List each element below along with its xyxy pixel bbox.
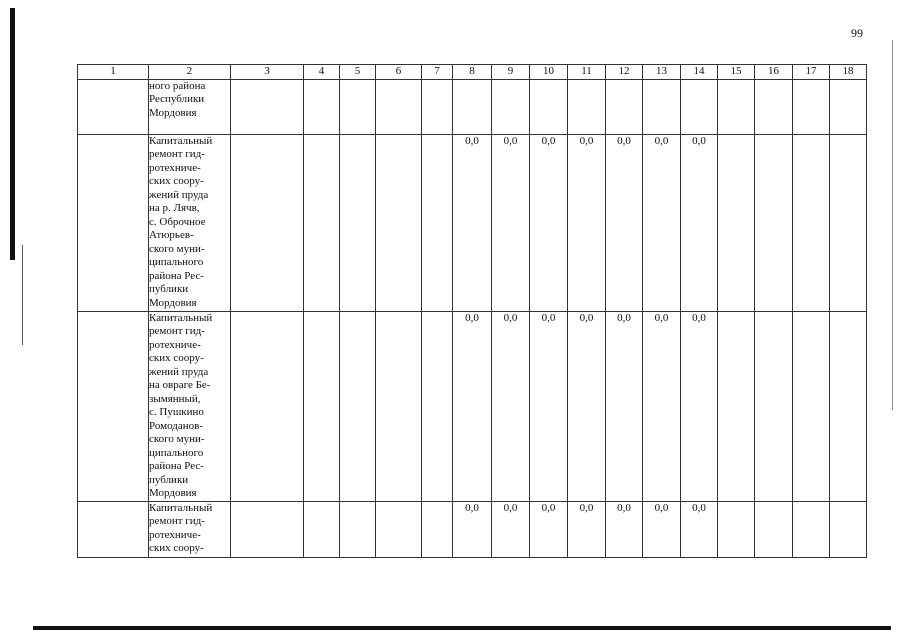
value-cell: 0,0: [606, 134, 643, 311]
table-row: [78, 311, 867, 501]
value-cell: 0,0: [681, 134, 718, 311]
description-cell: [149, 501, 231, 557]
scan-bottom-bar: [33, 626, 891, 630]
column-number-cell: 17: [793, 65, 830, 80]
empty-cell: [422, 79, 453, 134]
column-number-cell: 13: [643, 65, 681, 80]
empty-cell: [755, 134, 793, 311]
value-cell: 0,0: [453, 134, 492, 311]
table-row: [78, 134, 867, 311]
page-number: 99: [851, 26, 863, 40]
empty-cell: [376, 79, 422, 134]
column-number-cell: 16: [755, 65, 793, 80]
description-line: ремонт гид-: [149, 148, 205, 160]
description-line: на р. Лячв,: [149, 202, 200, 214]
description-line: Атюрьев-: [149, 229, 194, 241]
empty-cell: [422, 134, 453, 311]
value-cell: 0,0: [492, 134, 530, 311]
description-line: Мордовия: [149, 106, 197, 119]
empty-cell: [830, 134, 867, 311]
column-number-cell: 4: [304, 65, 340, 80]
column-number-cell: 12: [606, 65, 643, 80]
description-line: района Рес-: [149, 460, 204, 472]
empty-cell: [718, 79, 755, 134]
empty-cell: [231, 311, 304, 501]
description-cell: [149, 79, 231, 134]
value-cell: 0,0: [530, 311, 568, 501]
description-line: ципального: [149, 446, 204, 459]
empty-cell: [231, 134, 304, 311]
description-line: на овраге Бе-: [149, 379, 211, 391]
description-line: Республики: [149, 93, 205, 105]
empty-cell: [304, 501, 340, 557]
value-cell: 0,0: [606, 311, 643, 501]
description-line: Ромоданов-: [149, 419, 204, 432]
description-line: ротехниче-: [149, 161, 201, 174]
description-line: жений пруда: [149, 365, 209, 378]
empty-cell: [304, 134, 340, 311]
column-number-cell: 18: [830, 65, 867, 80]
description-line: ского муни-: [149, 433, 205, 445]
empty-cell: [718, 134, 755, 311]
description-line: ских соору-: [149, 352, 204, 364]
description-line: Капитальный: [149, 501, 213, 514]
empty-cell: [793, 501, 830, 557]
description-cell: [149, 134, 231, 311]
description-cell: [149, 311, 231, 501]
description-line: публики: [149, 473, 189, 486]
empty-cell: [718, 501, 755, 557]
table-row: [78, 79, 867, 134]
value-cell: 0,0: [643, 134, 681, 311]
column-number-cell: 3: [231, 65, 304, 80]
value-cell: 0,0: [681, 311, 718, 501]
value-cell: [681, 79, 718, 134]
column-number-cell: 1: [78, 65, 149, 80]
value-cell: [453, 79, 492, 134]
empty-cell: [422, 501, 453, 557]
description-line: ских соору-: [149, 175, 204, 187]
value-cell: [643, 79, 681, 134]
column-number-cell: 10: [530, 65, 568, 80]
empty-cell: [793, 79, 830, 134]
empty-cell: [755, 311, 793, 501]
empty-cell: [376, 134, 422, 311]
empty-cell: [231, 501, 304, 557]
scan-edge-line: [22, 245, 23, 345]
empty-cell: [755, 501, 793, 557]
empty-cell: [340, 134, 376, 311]
data-table: [77, 64, 867, 558]
description-line: с. Оброчное: [149, 215, 206, 228]
empty-cell: [830, 79, 867, 134]
value-cell: [568, 79, 606, 134]
value-cell: 0,0: [492, 311, 530, 501]
description-line: ремонт гид-: [149, 515, 205, 527]
empty-cell: [340, 79, 376, 134]
empty-cell: [755, 79, 793, 134]
value-cell: 0,0: [530, 501, 568, 557]
column-number-cell: 9: [492, 65, 530, 80]
description-line: Капитальный: [149, 134, 213, 147]
description-line: ротехниче-: [149, 528, 201, 541]
value-cell: [530, 79, 568, 134]
value-cell: 0,0: [643, 311, 681, 501]
value-cell: 0,0: [681, 501, 718, 557]
table-row: [78, 501, 867, 557]
description-line: ротехниче-: [149, 338, 201, 351]
description-line: публики: [149, 283, 189, 295]
value-cell: 0,0: [568, 501, 606, 557]
column-number-cell: 6: [376, 65, 422, 80]
empty-cell: [304, 311, 340, 501]
row-number-cell: [78, 501, 149, 557]
value-cell: 0,0: [530, 134, 568, 311]
description-line: жений пруда: [149, 188, 209, 201]
description-line: ремонт гид-: [149, 325, 205, 337]
description-line: ного района: [149, 79, 206, 92]
description-line: с. Пушкино: [149, 406, 204, 418]
empty-cell: [830, 501, 867, 557]
description-line: ских соору-: [149, 542, 204, 554]
column-number-cell: 5: [340, 65, 376, 80]
value-cell: 0,0: [453, 311, 492, 501]
empty-cell: [376, 311, 422, 501]
description-line: зымянный,: [149, 392, 201, 405]
column-number-cell: 8: [453, 65, 492, 80]
description-line: ципального: [149, 256, 204, 268]
row-number-cell: [78, 79, 149, 134]
row-number-cell: [78, 311, 149, 501]
empty-cell: [340, 501, 376, 557]
value-cell: 0,0: [568, 311, 606, 501]
value-cell: [606, 79, 643, 134]
description-line: Капитальный: [149, 311, 213, 324]
empty-cell: [830, 311, 867, 501]
empty-cell: [340, 311, 376, 501]
scan-edge-bar: [10, 8, 15, 260]
value-cell: 0,0: [492, 501, 530, 557]
description-line: Мордовия: [149, 296, 197, 309]
value-cell: [492, 79, 530, 134]
column-number-cell: 11: [568, 65, 606, 80]
column-number-cell: 15: [718, 65, 755, 80]
row-number-cell: [78, 134, 149, 311]
empty-cell: [793, 311, 830, 501]
empty-cell: [304, 79, 340, 134]
value-cell: 0,0: [568, 134, 606, 311]
description-line: Мордовия: [149, 487, 197, 499]
description-line: ского муни-: [149, 242, 205, 255]
value-cell: 0,0: [643, 501, 681, 557]
empty-cell: [793, 134, 830, 311]
description-line: района Рес-: [149, 269, 204, 282]
value-cell: 0,0: [606, 501, 643, 557]
column-number-cell: 2: [149, 65, 231, 80]
empty-cell: [718, 311, 755, 501]
empty-cell: [376, 501, 422, 557]
empty-cell: [231, 79, 304, 134]
column-number-cell: 7: [422, 65, 453, 80]
column-number-row: [78, 65, 867, 80]
scan-edge-line-right: [892, 40, 893, 410]
column-number-cell: 14: [681, 65, 718, 80]
empty-cell: [422, 311, 453, 501]
value-cell: 0,0: [453, 501, 492, 557]
